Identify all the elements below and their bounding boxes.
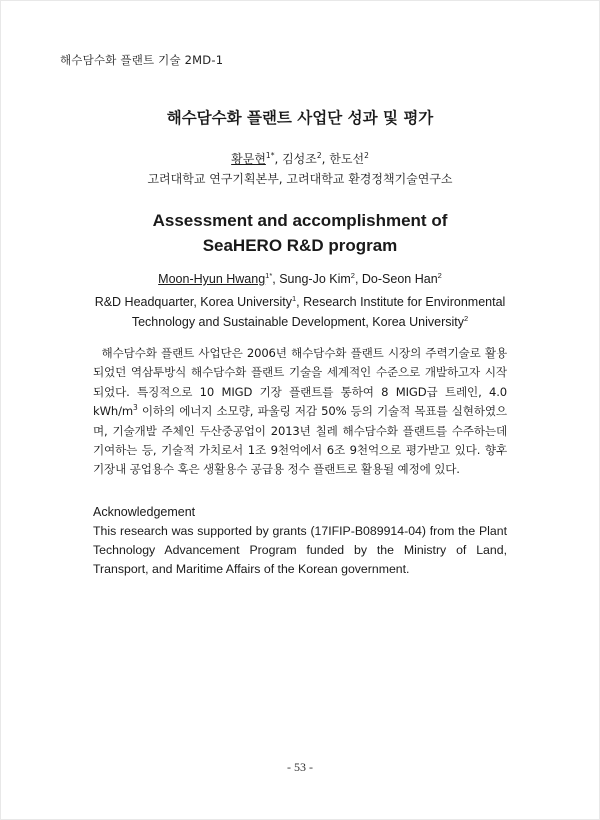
english-title-line2: SeaHERO R&D program [202,236,398,255]
english-authors [0,272,600,286]
author-sup: 1* [265,270,273,280]
english-title [0,208,600,258]
abstract-sup: 3 [132,403,138,413]
author-name: Moon-Hyun Hwang [158,272,266,286]
author-sup: 1* [265,151,275,160]
page-number: - 53 - [287,760,313,774]
abstract-text-part1: 해수담수화 플랜트 사업단은 2006년 해수담수화 플랜트 시장의 주력기술로 활용되었던 역삼투방식 해수담수화 플랜트 기술을 세계적인 수준으로 개발하고자 시작되었다. 특징적으로 10 MIGD 기장 플랜트를 통하여 8 MIGD급 트레인, 4.0 kWh/m [93,346,507,419]
affiliation-sup1: 1 [292,293,297,303]
author-name: Sung-Jo Kim [279,272,351,286]
author-sup: 2 [350,270,355,280]
author-sup: 2 [364,151,369,160]
author-name: 한도선 [329,152,365,166]
english-title-line1: Assessment and accomplishment of [152,211,448,230]
english-affiliation [90,292,510,332]
running-header: 해수담수화 플랜트 기술 2MD-1 [60,53,224,67]
author-name: 황문현 [231,152,266,166]
acknowledgement-body: This research was supported by grants (17IFIP-B089914-04) from the Plant Technology Advancement Program funded by the Ministry of Land, Transport, and Maritime Affairs of the Korean government. [93,524,507,576]
abstract-text-part2: 이하의 에너지 소모량, 파울링 저감 50% 등의 기술적 목표를 실현하였으며, 기술개발 주체인 두산중공업이 2013년 칠레 해수담수화 플랜트를 수주하는데 기여하는 등, 기술적 가치로서 1조 9천억에서 6조 9천억으로 평가받고 있다. 향후 기장내 공업용수 혹은 생활용수 공급용 정수 플랜트로 활용될 예정에 있다. [93,404,507,477]
author-sup: 2 [437,270,442,280]
author-separator: , [274,152,283,166]
affiliation-part1: R&D Headquarter, Korea University [94,295,292,309]
author-separator: , [354,272,362,286]
acknowledgement-heading: Acknowledgement [93,505,196,519]
author-sup: 2 [316,151,322,160]
author-name: Do-Seon Han [361,272,438,286]
korean-authors [0,150,600,167]
author-separator: , [321,152,330,166]
korean-affiliation: 고려대학교 연구기획본부, 고려대학교 환경정책기술연구소 [147,172,453,186]
affiliation-sup2: 2 [463,313,469,323]
abstract-paragraph [93,344,507,480]
author-separator: , [272,272,280,286]
affiliation-part2: , Research Institute for Environmental Technology and Sustainable Development, Korea University [131,295,506,329]
korean-title: 해수담수화 플랜트 사업단 성과 및 평가 [166,109,434,127]
author-name: 김성조 [282,152,317,166]
